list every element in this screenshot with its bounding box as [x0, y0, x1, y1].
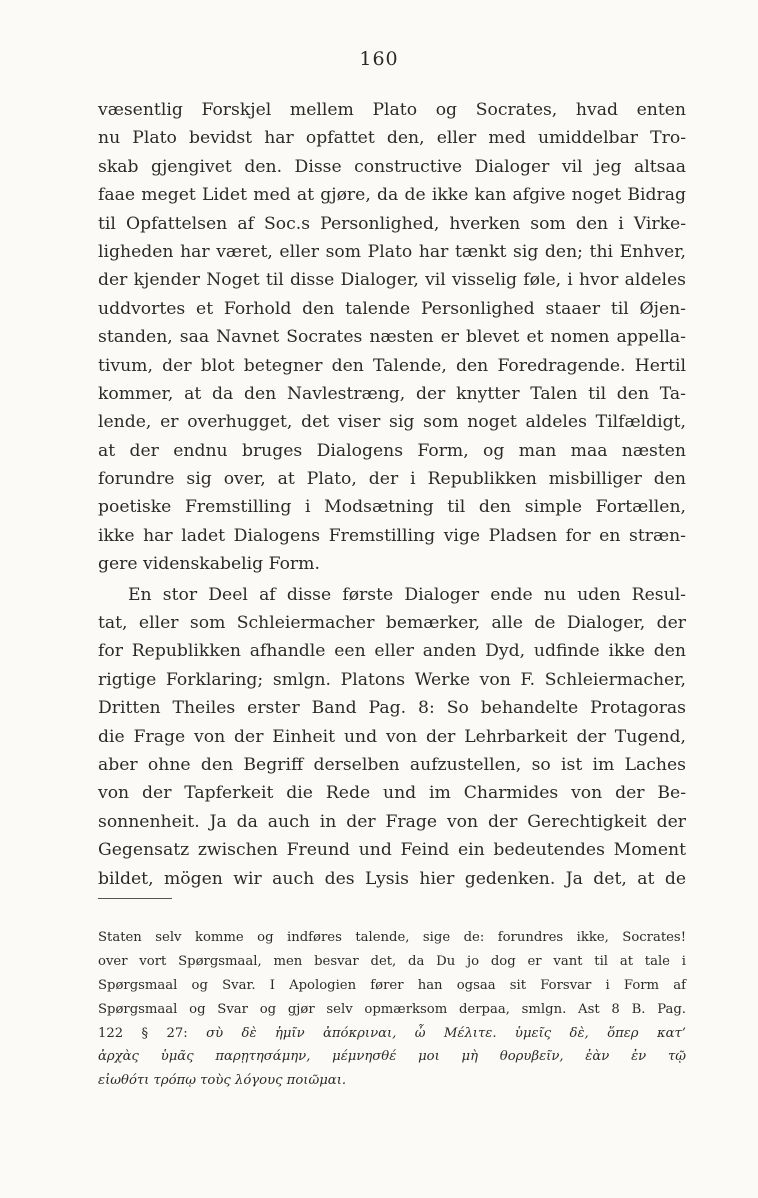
- text-line: bildet, mögen wir auch des Lysis hier gedenken. Ja det, at de: [98, 868, 686, 889]
- text-line: kommer, at da den Navlestræng, der knytter Talen til den Ta-: [98, 383, 686, 404]
- text-line: ligheden har været, eller som Plato har tænkt sig den; thi Enhver,: [98, 241, 686, 262]
- text-line: sonnenheit. Ja da auch in der Frage von der Gerechtigkeit der: [98, 811, 686, 832]
- text-line: ikke har ladet Dialogens Fremstilling vige Pladsen for en stræn-: [98, 525, 686, 546]
- text-line: nu Plato bevidst har opfattet den, eller med umiddelbar Tro-: [98, 128, 686, 149]
- footnote-rule: [98, 898, 172, 899]
- text-line: at der endnu bruges Dialogens Form, og man maa næsten: [98, 440, 686, 461]
- text-line: til Opfattelsen af Soc.s Personlighed, hverken som den i Virke-: [98, 213, 686, 234]
- text-line: lende, er overhugget, det viser sig som noget aldeles Tilfældigt,: [98, 412, 686, 433]
- paragraph-1: [98, 96, 686, 579]
- text-line: En stor Deel af disse første Dialoger ende nu uden Resul-: [128, 584, 686, 605]
- footnote: [98, 926, 686, 1093]
- text-line: tivum, der blot betegner den Talende, den Foredragende. Hertil: [98, 355, 686, 376]
- text-line: der kjender Noget til disse Dialoger, vil visselig føle, i hvor aldeles: [98, 270, 686, 291]
- text-line: væsentlig Forskjel mellem Plato og Socrates, hvad enten: [98, 100, 686, 120]
- footnote-line: Spørgsmaal og Svar. I Apologien fører han ogsaa sit Forsvar i Form af: [98, 977, 686, 993]
- text-line: for Republikken afhandle een eller anden Dyd, udfinde ikke den: [98, 641, 686, 662]
- text-line: faae meget Lidet med at gjøre, da de ikke kan afgive noget Bidrag: [98, 185, 686, 206]
- text-line: von der Tapferkeit die Rede und im Charmides von der Be-: [98, 783, 686, 804]
- main-text: [98, 96, 686, 893]
- text-line: aber ohne den Begriff derselben aufzustellen, so ist im Laches: [98, 754, 686, 775]
- greek-quote: σὺ δὲ ἡμῖν ἀπόκριναι, ὦ Μέλιτε. ὑμεῖς δὲ, ὅπερ κατ’: [206, 1025, 686, 1041]
- text-line: gere videnskabelig Form.: [98, 554, 320, 575]
- footnote-line: [98, 1022, 686, 1046]
- greek-quote-line: ἀρχὰς ὑμᾶς παρῃτησάμην, μέμνησθέ μοι μὴ θορυβεῖν, ἐὰν ἐν τῷ: [98, 1049, 686, 1065]
- text-line: uddvortes et Forhold den talende Personlighed staaer til Øjen-: [98, 298, 686, 319]
- footnote-line: Staten selv komme og indføres talende, sige de: forundres ikke, Socrates!: [98, 930, 686, 945]
- text-line: poetiske Fremstilling i Modsætning til den simple Fortællen,: [98, 497, 686, 518]
- text-line: Dritten Theiles erster Band Pag. 8: So behandelte Protagoras: [98, 698, 686, 719]
- text-line: skab gjengivet den. Disse constructive Dialoger vil jeg altsaa: [98, 156, 686, 177]
- footnote-line: over vort Spørgsmaal, men besvar det, da Du jo dog er vant til at tale i: [98, 953, 686, 969]
- page-number: 160: [359, 48, 399, 70]
- text-line: tat, eller som Schleiermacher bemærker, alle de Dialoger, der: [98, 613, 686, 634]
- greek-quote-line: εἰωθότι τρόπῳ τοὺς λόγους ποιῶμαι.: [98, 1073, 347, 1089]
- text-line: rigtige Forklaring; smlgn. Platons Werke von F. Schleiermacher,: [98, 669, 686, 690]
- paragraph-2: [98, 581, 686, 893]
- text-line: forundre sig over, at Plato, der i Republikken misbilliger den: [98, 469, 686, 490]
- footnote-line: Spørgsmaal og Svar og gjør selv opmærksom derpaa, smlgn. Ast 8 B. Pag.: [98, 1001, 686, 1017]
- text-line: die Frage von der Einheit und von der Lehrbarkeit der Tugend,: [98, 726, 686, 747]
- text-line: standen, saa Navnet Socrates næsten er blevet et nomen appella-: [98, 327, 686, 348]
- text-line: Gegensatz zwischen Freund und Feind ein bedeutendes Moment: [98, 840, 686, 861]
- footnote-reference: 122 § 27:: [98, 1025, 207, 1041]
